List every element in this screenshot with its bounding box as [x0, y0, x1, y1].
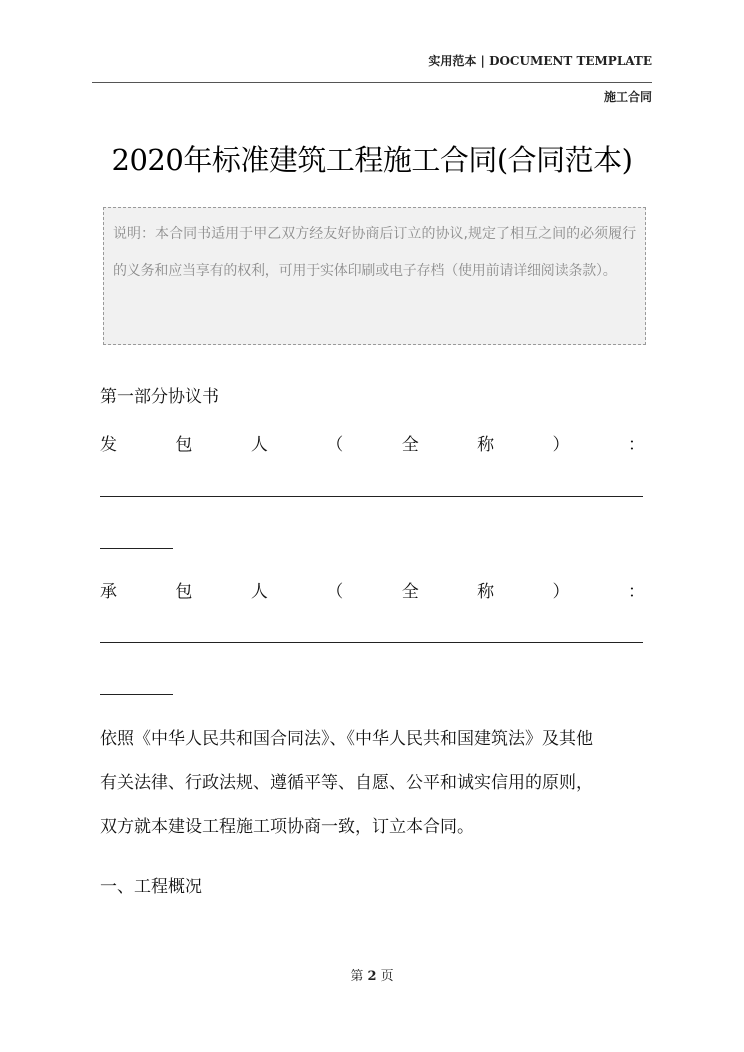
- note-box: 说明：本合同书适用于甲乙双方经友好协商后订立的协议,规定了相互之间的必须履行的义务和应当享有的权利，可用于实体印刷或电子存档（使用前请详细阅读条款）。: [103, 207, 646, 345]
- contractor-fill-line-end: [100, 694, 173, 695]
- label-char: ）: [552, 435, 570, 455]
- page-suffix: 页: [380, 969, 394, 984]
- label-char: 称: [477, 435, 495, 455]
- label-char: 包: [175, 435, 193, 455]
- document-title: 2020年标准建筑工程施工合同(合同范本): [111, 143, 633, 177]
- label-char: 全: [401, 435, 419, 455]
- label-char: 人: [250, 582, 268, 602]
- label-char: ：: [627, 582, 645, 602]
- party-employer-label: [100, 430, 645, 455]
- label-char: 发: [100, 435, 117, 455]
- employer-fill-line: [100, 496, 643, 497]
- header-category: 施工合同: [603, 90, 652, 104]
- label-char: 人: [250, 435, 268, 455]
- label-char: （: [326, 582, 344, 602]
- label-char: 承: [100, 582, 117, 602]
- label-char: 包: [175, 582, 193, 602]
- section-heading-overview: 一、工程概况: [100, 877, 202, 897]
- label-char: （: [326, 435, 344, 455]
- section-heading-part1: 第一部分协议书: [100, 387, 219, 407]
- party-contractor-label: [100, 577, 645, 602]
- page-prefix: 第: [350, 969, 364, 984]
- employer-fill-line-end: [100, 548, 173, 549]
- page-footer: [0, 965, 744, 984]
- header-brand: 实用范本 | DOCUMENT TEMPLATE: [428, 54, 652, 68]
- body-paragraph: 依照《中华人民共和国合同法》、《中华人民共和国建筑法》及其他 有关法律、行政法规、遵循平等、自愿、公平和诚实信用的原则， 双方就本建设工程施工项协商一致，订立本合同。: [100, 729, 593, 837]
- label-char: ：: [627, 435, 645, 455]
- header-rule: [92, 82, 652, 83]
- page-number: 2: [367, 969, 377, 984]
- contractor-fill-line: [100, 642, 643, 643]
- label-char: ）: [552, 582, 570, 602]
- label-char: 全: [401, 582, 419, 602]
- label-char: 称: [477, 582, 495, 602]
